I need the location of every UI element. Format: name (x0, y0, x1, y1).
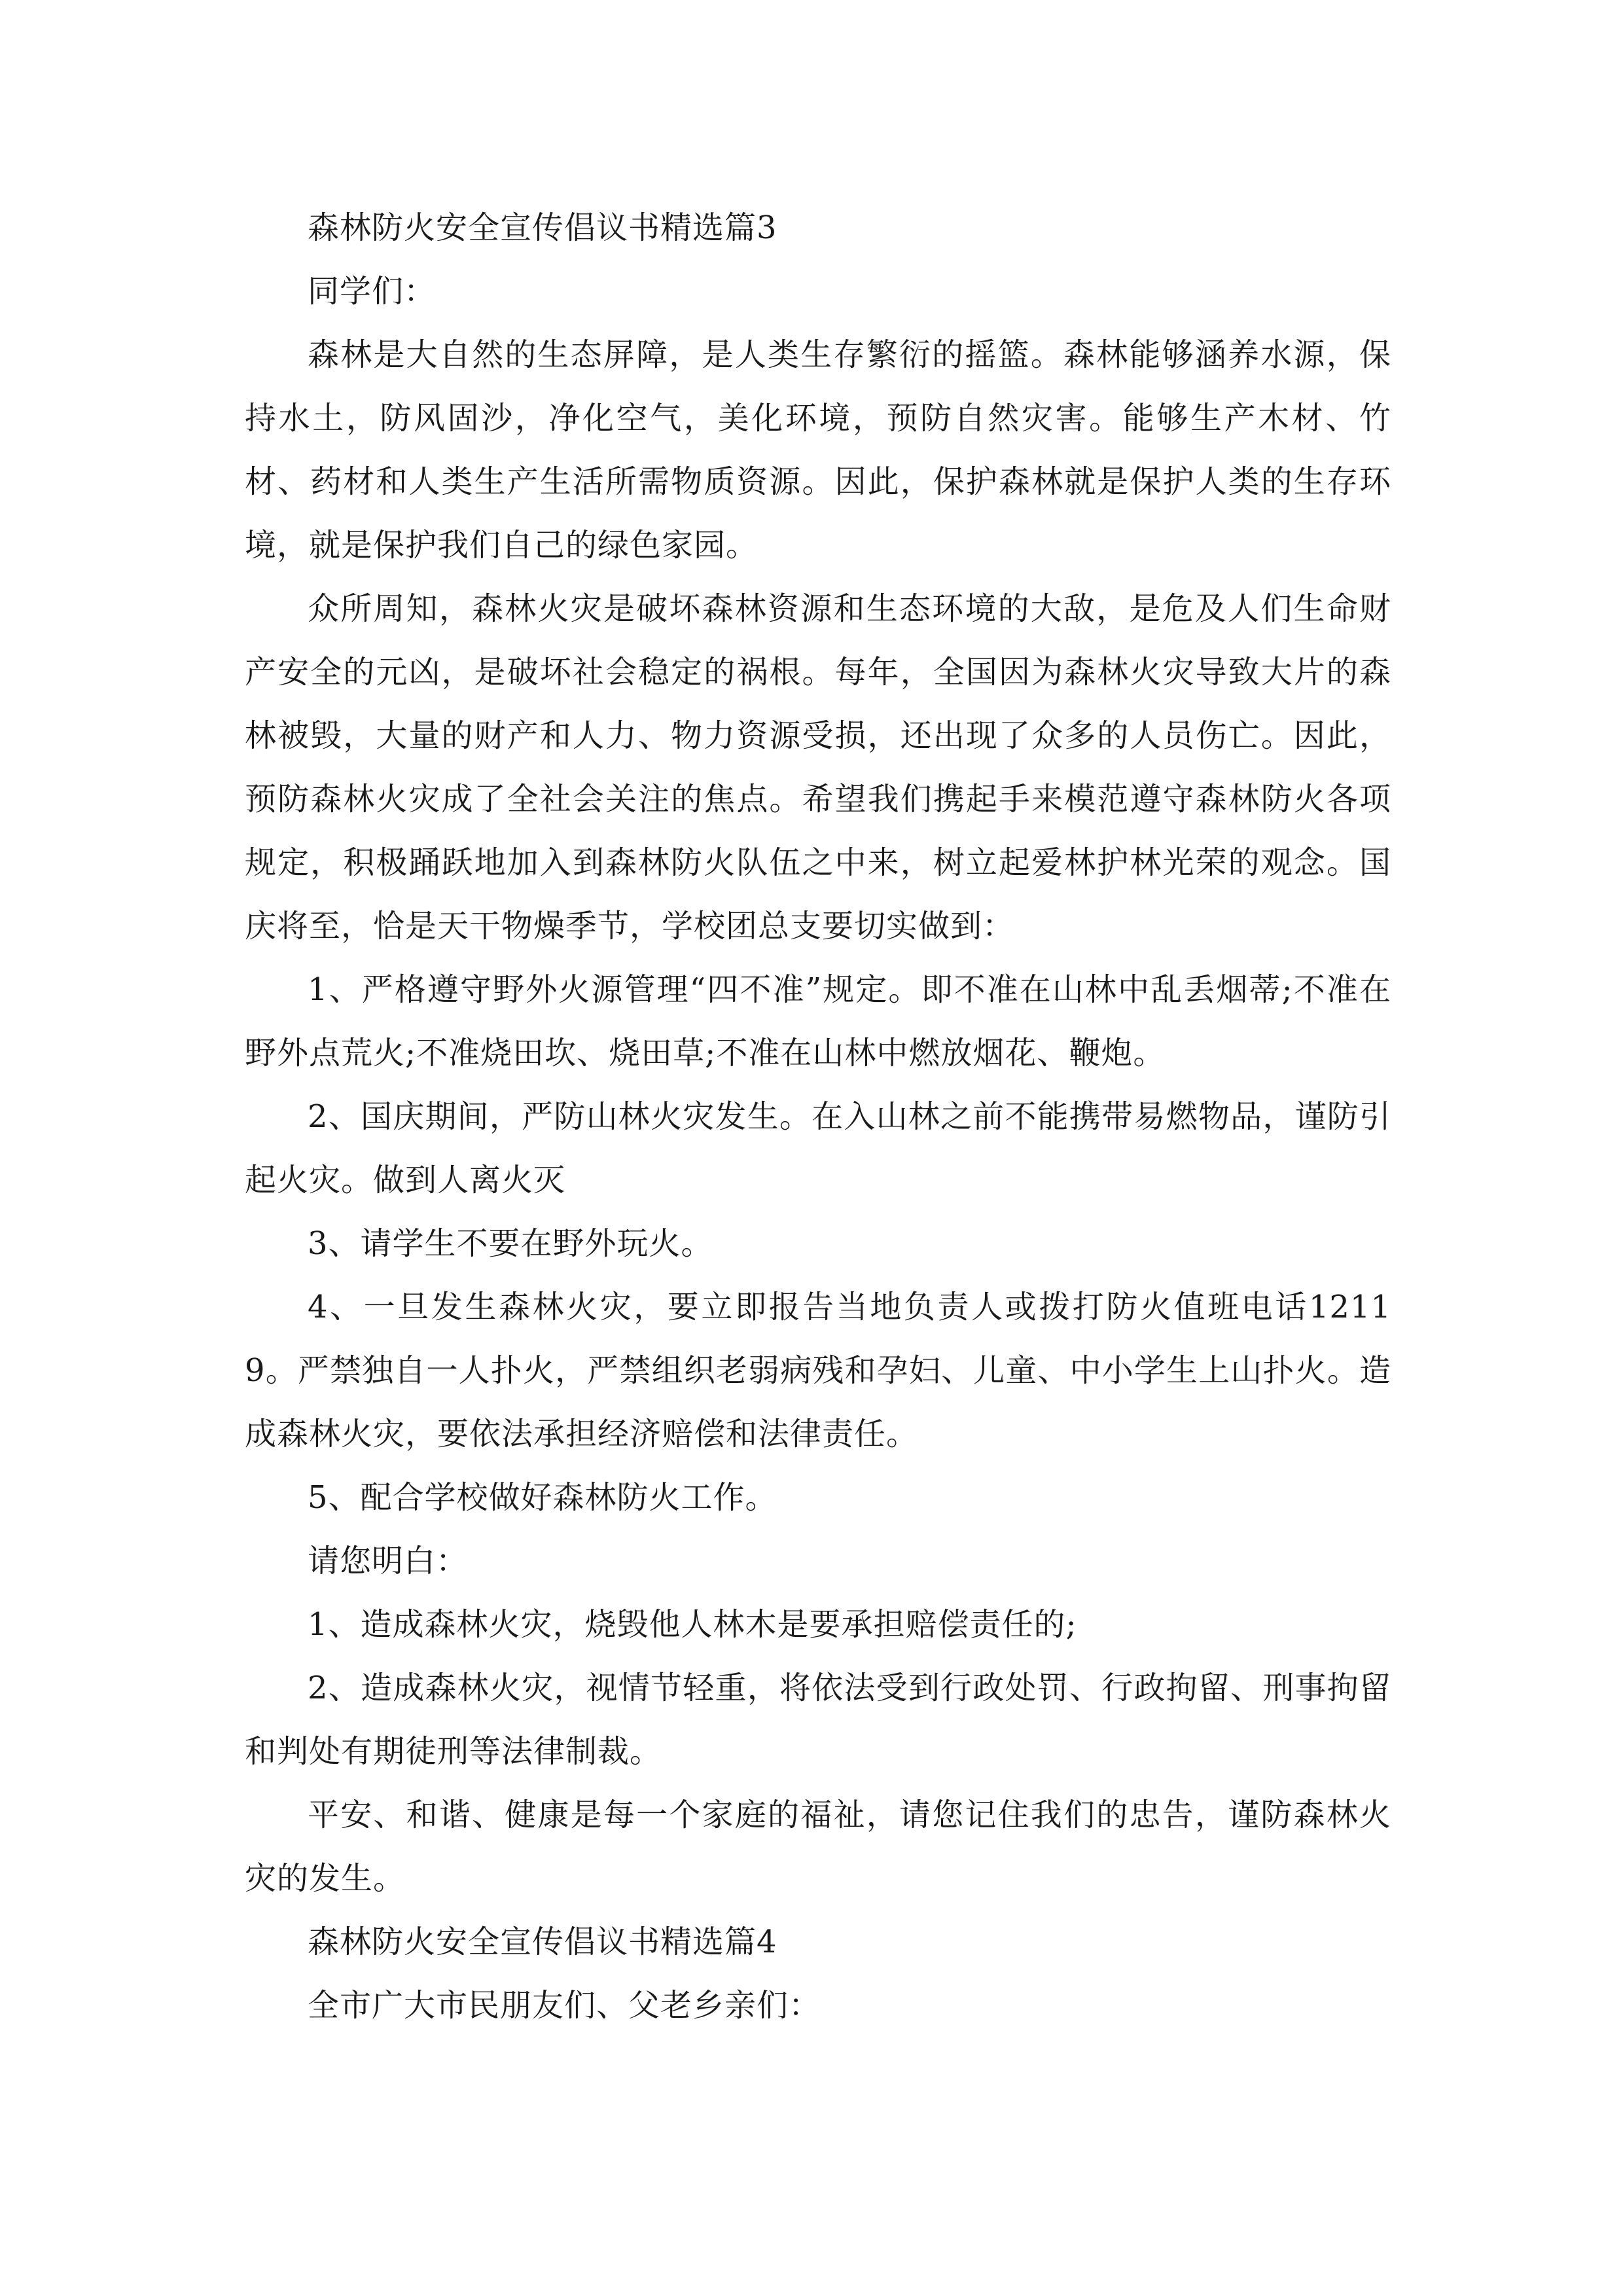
section-title-3: 森林防火安全宣传倡议书精选篇3 (308, 209, 777, 246)
list-item-rule-3: 3、请学生不要在野外玩火。 (308, 1225, 713, 1262)
list-item-rule-2: 2、国庆期间，严防山林火灾发生。在入山林之前不能携带易燃物品，谨防引起火灾。做到人离火灭 (245, 1098, 1391, 1198)
section-4-salutation: 全市广大市民朋友们、父老乡亲们： (308, 1987, 821, 2024)
closing-paragraph: 平安、和谐、健康是每一个家庭的福祉，请您记住我们的忠告，谨防森林火灾的发生。 (245, 1797, 1391, 1897)
paragraph-forest-importance: 森林是大自然的生态屏障，是人类生存繁衍的摇篮。森林能够涵养水源，保持水土，防风固沙，净化空气，美化环境，预防自然灾害。能够生产木材、竹材、药材和人类生产生活所需物质资源。因此，保护森林就是保护人类的生存环境，就是保护我们自己的绿色家园。 (245, 336, 1391, 564)
paragraph-fire-danger: 众所周知，森林火灾是破坏森林资源和生态环境的大敌，是危及人们生命财产安全的元凶，是破坏社会稳定的祸根。每年，全国因为森林火灾导致大片的森林被毁，大量的财产和人力、物力资源受损，还出现了众多的人员伤亡。因此，预防森林火灾成了全社会关注的焦点。希望我们携起手来模范遵守森林防火各项规定，积极踊跃地加入到森林防火队伍之中来，树立起爱林护林光荣的观念。国庆将至，恰是天干物燥季节，学校团总支要切实做到： (245, 590, 1391, 944)
document-body (245, 196, 1391, 2037)
list-item-notice-1: 1、造成森林火灾，烧毁他人林木是要承担赔偿责任的; (308, 1606, 1077, 1643)
list-item-rule-1: 1、严格遵守野外火源管理“四不准”规定。即不准在山林中乱丢烟蒂;不准在野外点荒火;不准烧田坎、烧田草;不准在山林中燃放烟花、鞭炮。 (245, 971, 1391, 1071)
section-title-4: 森林防火安全宣传倡议书精选篇4 (308, 1924, 777, 1960)
list-item-notice-2: 2、造成森林火灾，视情节轻重，将依法受到行政处罚、行政拘留、刑事拘留和判处有期徒刑等法律制裁。 (245, 1670, 1391, 1770)
salutation: 同学们： (308, 273, 437, 310)
list-item-rule-4: 4、一旦发生森林火灾，要立即报告当地负责人或拨打防火值班电话12119。严禁独自一人扑火，严禁组织老弱病残和孕妇、儿童、中小学生上山扑火。造成森林火灾，要依法承担经济赔偿和法律责任。 (245, 1289, 1391, 1452)
notice-heading: 请您明白： (308, 1543, 469, 1579)
list-item-rule-5: 5、配合学校做好森林防火工作。 (308, 1479, 777, 1516)
